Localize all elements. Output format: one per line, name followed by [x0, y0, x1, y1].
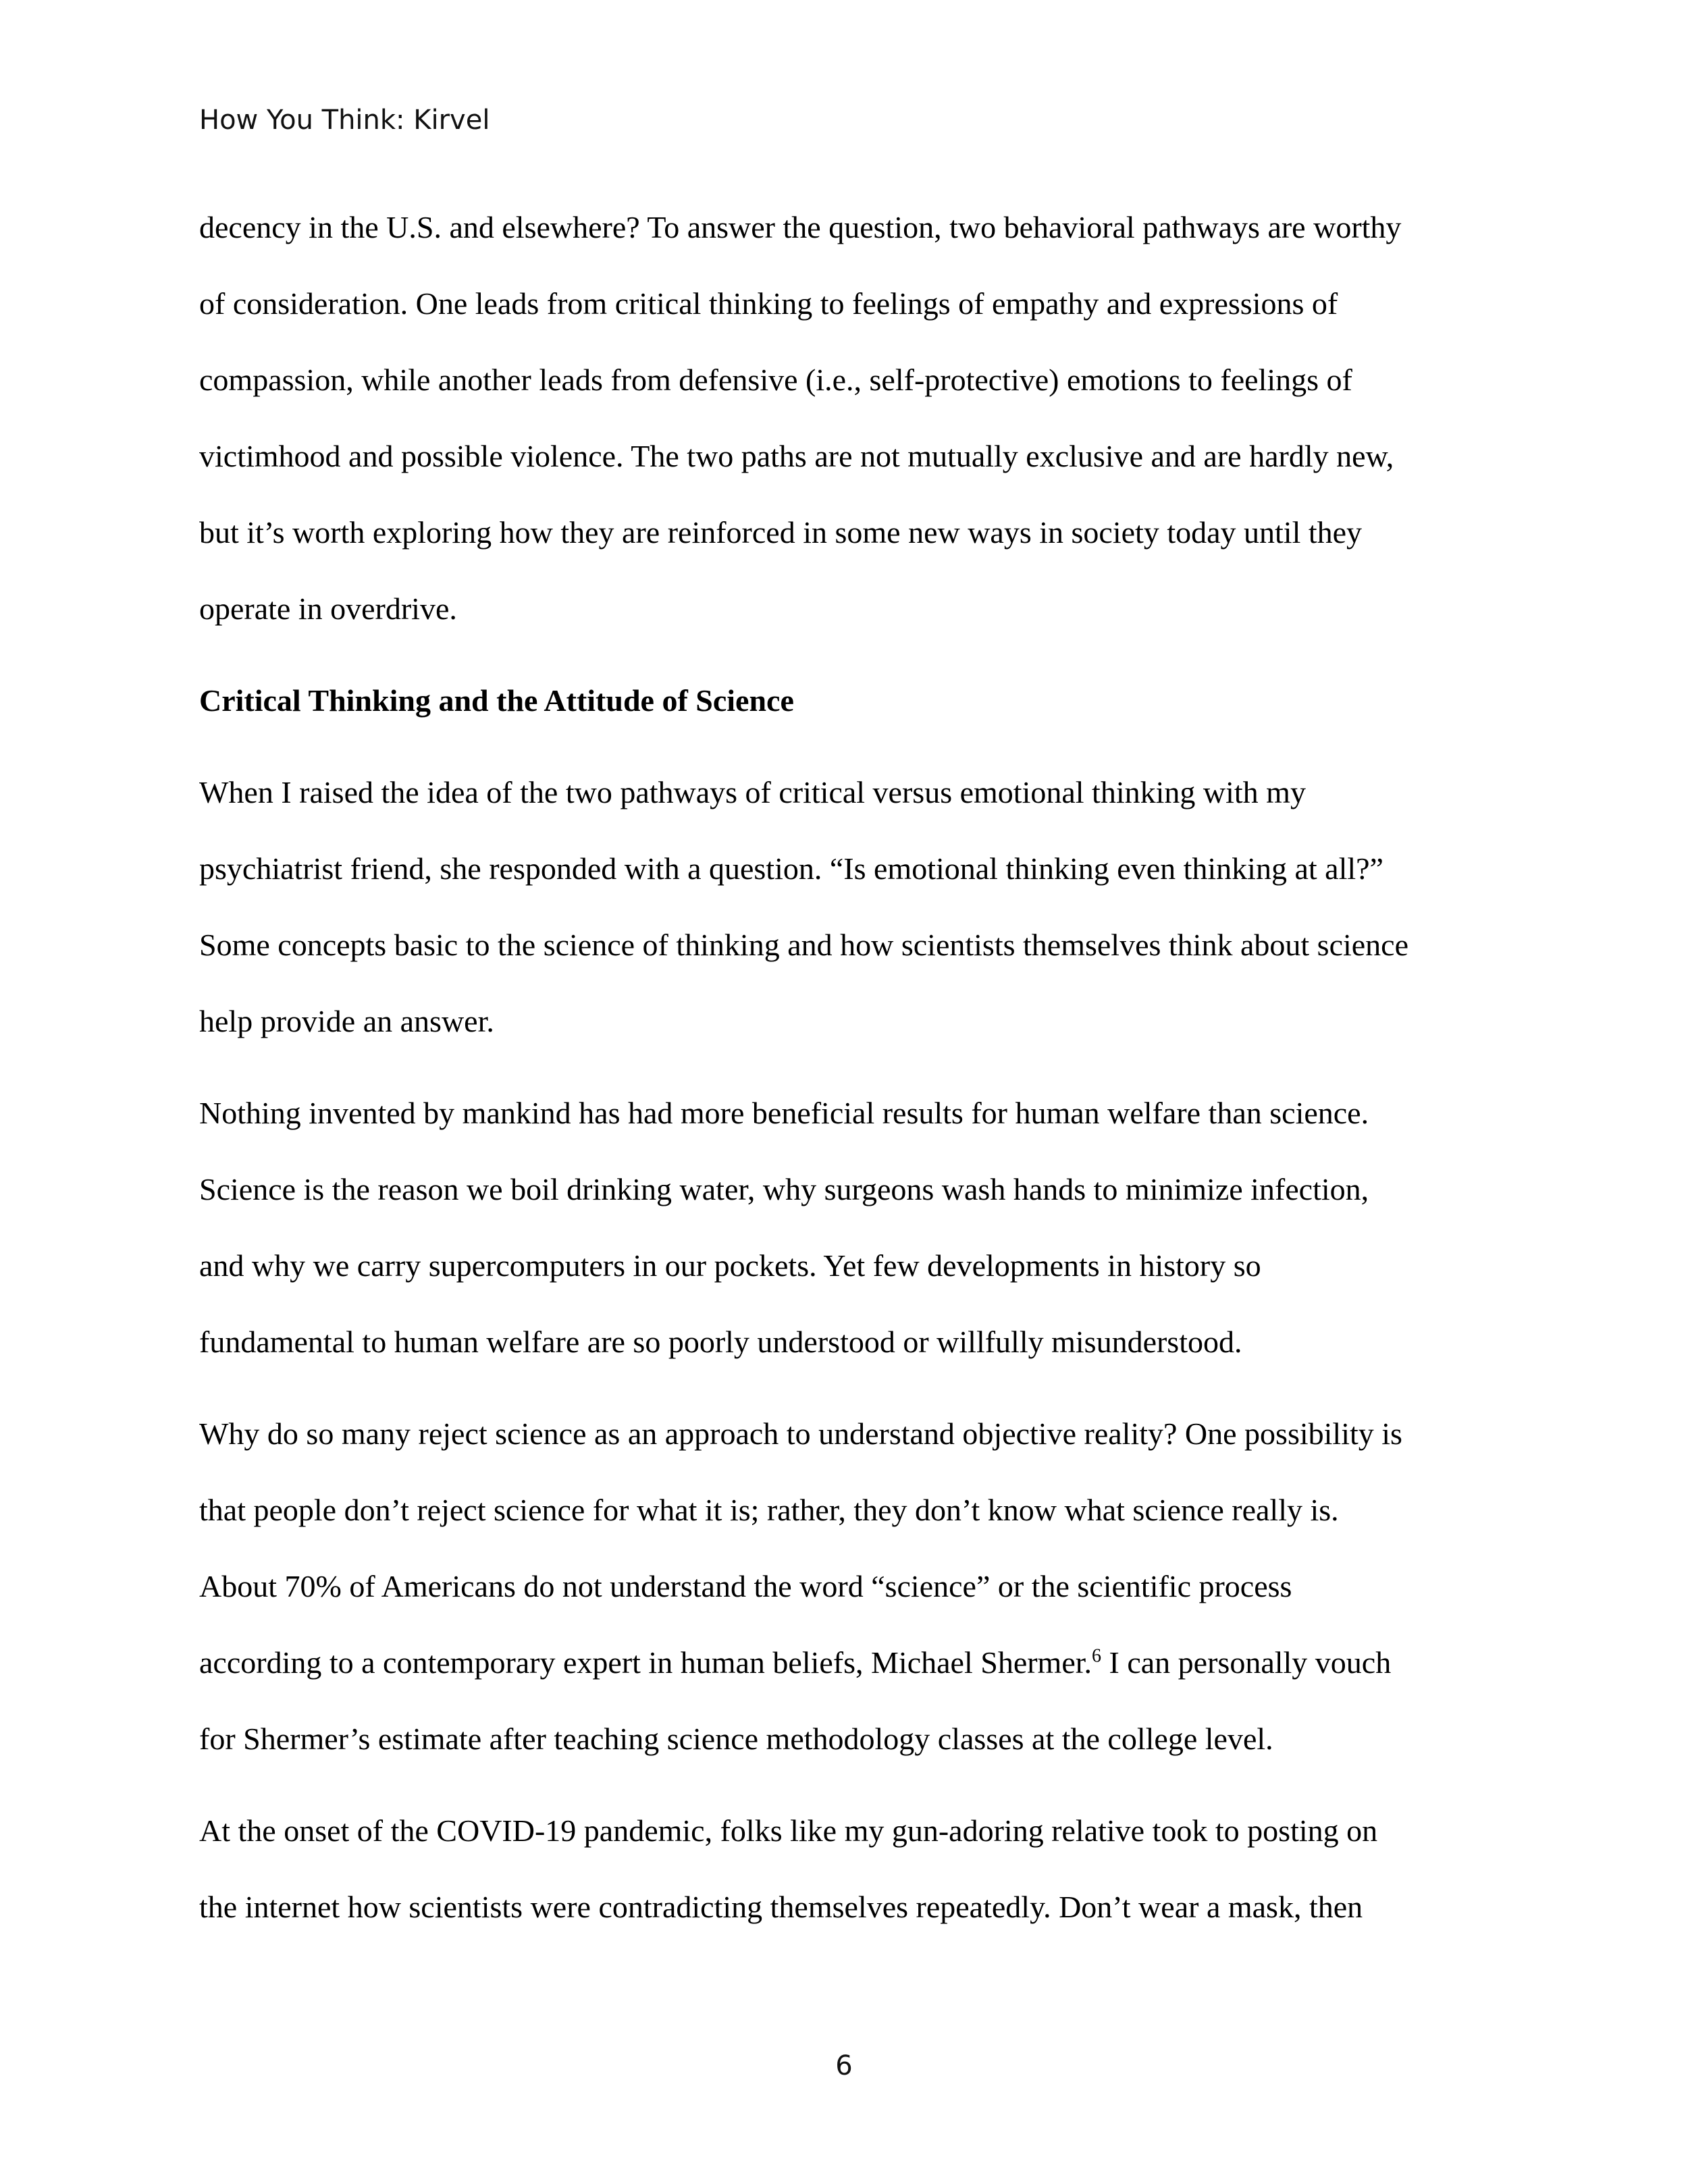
text-line: of consideration. One leads from critical thinking to feelings of empathy and expressions of	[199, 286, 1338, 321]
text-line: About 70% of Americans do not understand the word “science” or the scientific process	[199, 1569, 1292, 1603]
text-line: At the onset of the COVID-19 pandemic, folks like my gun-adoring relative took to posting on	[199, 1813, 1378, 1848]
paragraph-2	[199, 754, 1496, 1059]
text-line: compassion, while another leads from defensive (i.e., self-protective) emotions to feelings of	[199, 363, 1352, 397]
text-line: Nothing invented by mankind has had more beneficial results for human welfare than science.	[199, 1096, 1369, 1130]
text-line: When I raised the idea of the two pathways of critical versus emotional thinking with my	[199, 775, 1306, 809]
text-segment: according to a contemporary expert in human beliefs, Michael Shermer.	[199, 1645, 1092, 1680]
running-header: How You Think: Kirvel	[199, 105, 490, 136]
text-line: Science is the reason we boil drinking water, why surgeons wash hands to minimize infection,	[199, 1172, 1369, 1206]
text-line: Why do so many reject science as an approach to understand objective reality? One possibility is	[199, 1416, 1402, 1451]
text-line: psychiatrist friend, she responded with a question. “Is emotional thinking even thinking at all?”	[199, 851, 1383, 886]
body-text	[199, 189, 1496, 1961]
text-line: Some concepts basic to the science of thinking and how scientists themselves think about science	[199, 928, 1409, 962]
text-line: operate in overdrive.	[199, 591, 457, 626]
paragraph-3	[199, 1075, 1496, 1380]
footnote-marker[interactable]: 6	[1092, 1645, 1102, 1667]
text-line-with-footnote	[199, 1624, 1496, 1701]
paragraph-5	[199, 1792, 1496, 1945]
text-line: fundamental to human welfare are so poorly understood or willfully misunderstood.	[199, 1325, 1242, 1359]
paragraph-1	[199, 189, 1496, 647]
text-line: but it’s worth exploring how they are reinforced in some new ways in society today until they	[199, 515, 1363, 550]
section-heading: Critical Thinking and the Attitude of Science	[199, 683, 794, 718]
text-line: help provide an answer.	[199, 1004, 494, 1038]
paragraph-4	[199, 1395, 1496, 1777]
text-segment: I can personally vouch	[1101, 1645, 1392, 1680]
text-line: victimhood and possible violence. The two paths are not mutually exclusive and are hardly new,	[199, 439, 1394, 473]
text-line: that people don’t reject science for what it is; rather, they don’t know what science really is.	[199, 1493, 1339, 1527]
text-line: for Shermer’s estimate after teaching science methodology classes at the college level.	[199, 1722, 1273, 1756]
page-number: 6	[835, 2050, 853, 2081]
text-line: the internet how scientists were contradicting themselves repeatedly. Don’t wear a mask, then	[199, 1890, 1363, 1924]
text-line: and why we carry supercomputers in our pockets. Yet few developments in history so	[199, 1248, 1261, 1283]
text-line: decency in the U.S. and elsewhere? To answer the question, two behavioral pathways are worthy	[199, 210, 1402, 244]
